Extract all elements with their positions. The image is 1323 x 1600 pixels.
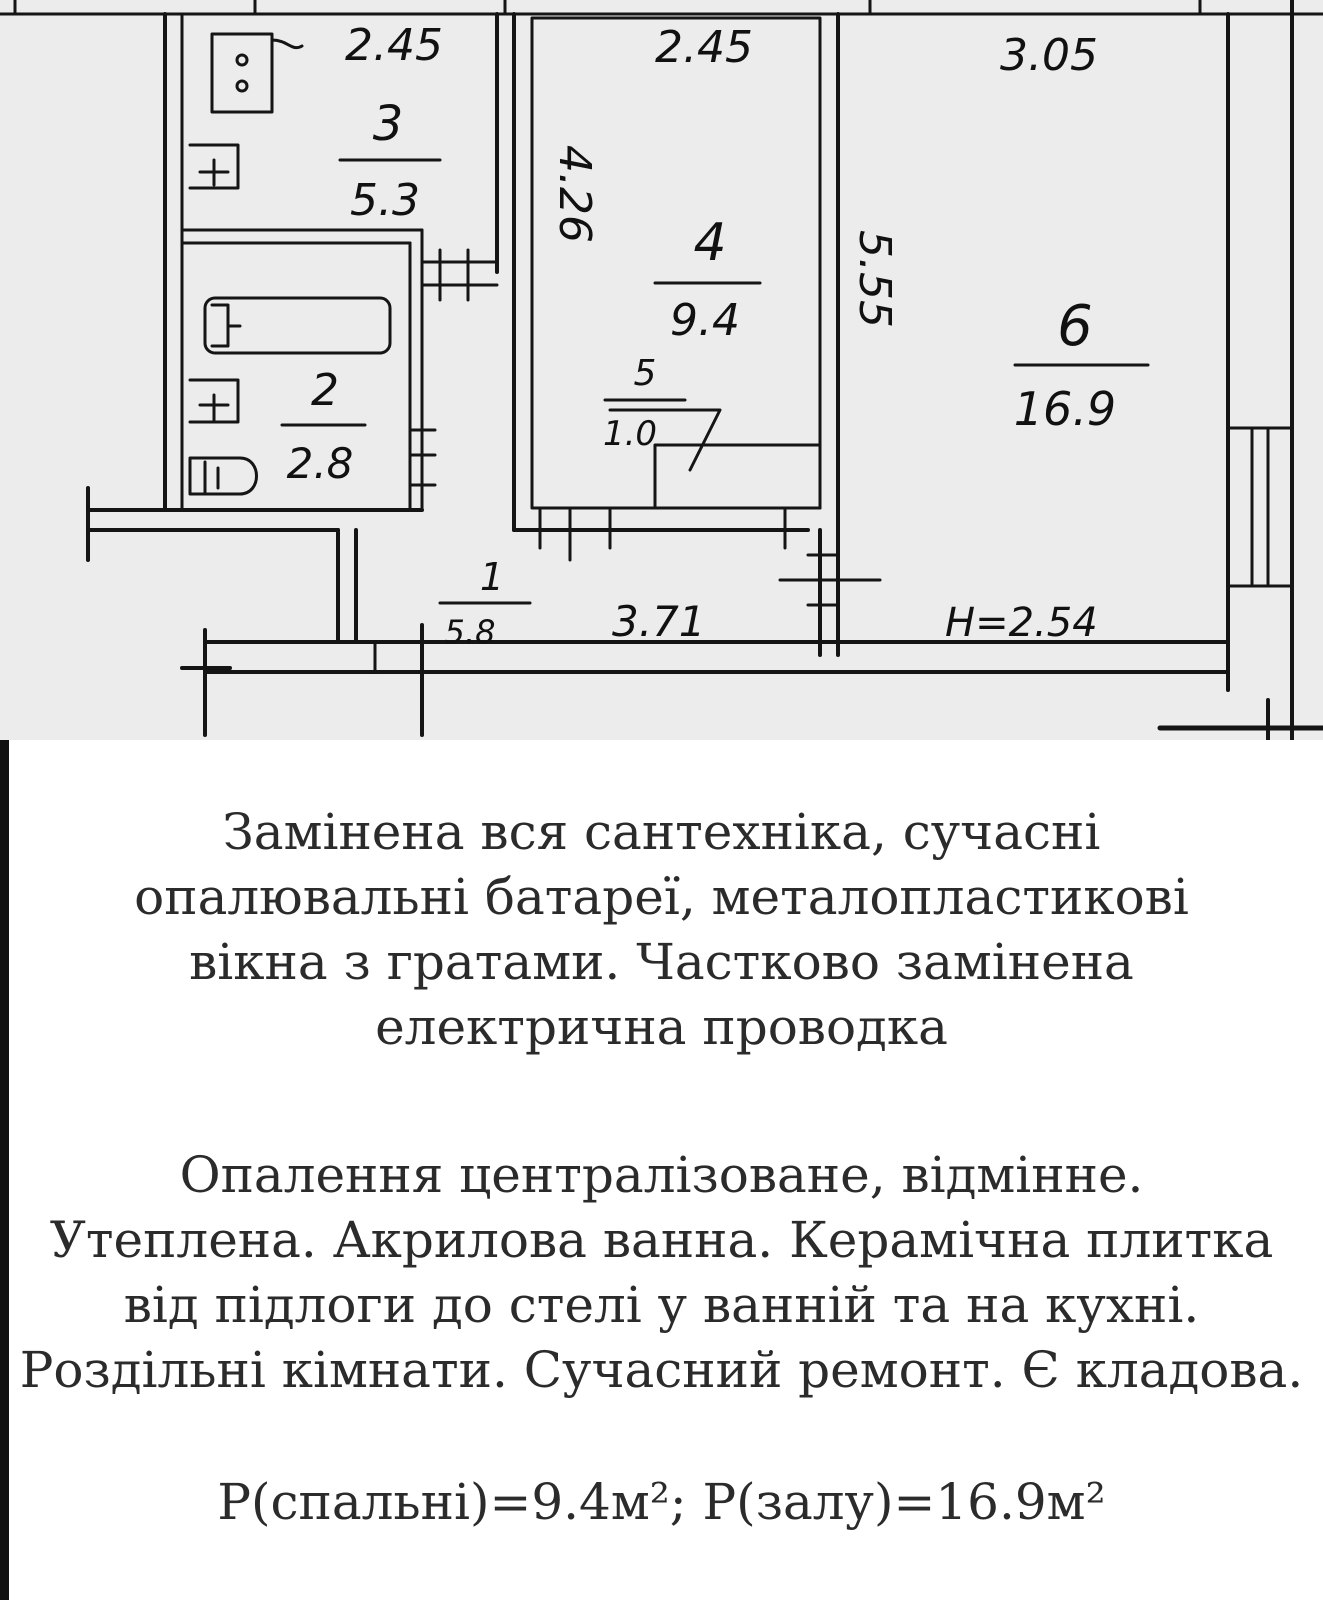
room-number: 6: [1057, 294, 1093, 359]
dimension-top-left: 2.45: [345, 20, 443, 71]
text-line: опалювальні батареї, металопластикові: [134, 868, 1189, 926]
text-line: Опалення централізоване, відмінне.: [179, 1146, 1144, 1204]
dimension-top-right: 3.05: [1000, 30, 1098, 81]
dimension-corridor-length: 3.71: [612, 597, 706, 646]
room-area: 9.4: [670, 295, 740, 346]
features-paragraph: [0, 1143, 1323, 1403]
text-line: вікна з гратами. Частково замінена: [189, 933, 1134, 991]
areas-line: P(спальні)=9.4м²; P(залу)=16.9м²: [217, 1473, 1106, 1531]
room-number: 4: [693, 213, 727, 273]
room-area: 2.8: [286, 439, 354, 488]
dimension-hall-depth: 5.55: [849, 230, 900, 328]
ceiling-height: H=2.54: [945, 600, 1098, 646]
text-line: Роздільні кімнати. Сучасний ремонт. Є кладова.: [19, 1341, 1304, 1399]
room-number: 1: [479, 555, 505, 599]
floor-plan-drawing: [0, 0, 1323, 740]
room-area: 16.9: [1013, 382, 1117, 436]
text-line: Замінена вся сантехніка, сучасні: [222, 803, 1101, 861]
room-number: 3: [372, 96, 404, 152]
room-area: 5.8: [444, 613, 496, 651]
renovation-paragraph: [0, 800, 1323, 1060]
text-line: електрична проводка: [375, 998, 948, 1056]
room-number: 2: [311, 365, 339, 416]
text-line: Утеплена. Акрилова ванна. Керамічна плитка: [49, 1211, 1274, 1269]
floor-plan: [0, 0, 1323, 740]
dimension-bedroom-depth: 4.26: [549, 145, 600, 243]
dimension-top-middle: 2.45: [655, 22, 753, 73]
text-line: від підлоги до стелі у ванній та на кухні.: [123, 1276, 1200, 1334]
room-area: 1.0: [602, 414, 658, 454]
room-area: 5.3: [350, 175, 420, 226]
room-number: 5: [633, 353, 657, 394]
